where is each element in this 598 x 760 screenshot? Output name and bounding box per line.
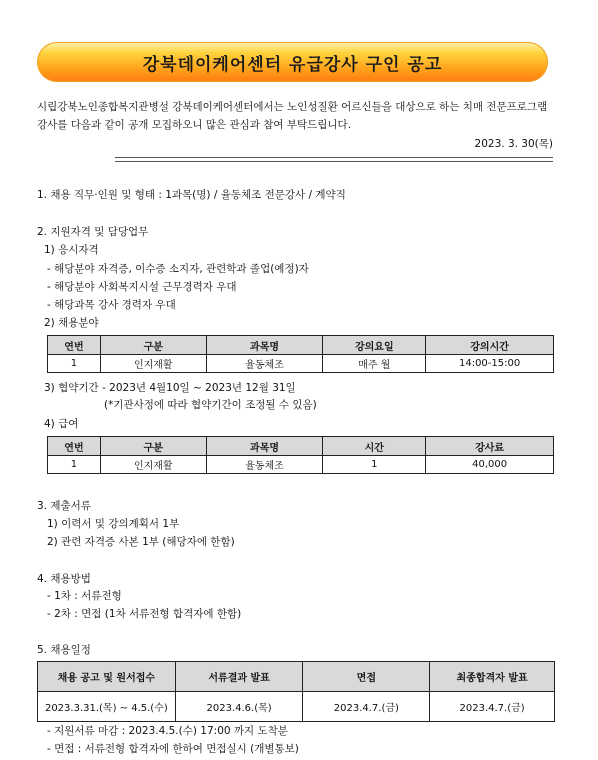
table-cell: 2023.4.7.(금) [303,692,430,722]
separator [115,157,553,162]
table-cell: 1 [323,456,426,474]
table-cell: 1 [48,355,101,373]
contract-period: 3) 협약기간 - 2023년 4월10일 ~ 2023년 12월 31일 [44,382,296,394]
page-title: 강북데이케어센터 유급강사 구인 공고 [142,54,443,75]
section-3-heading: 3. 제출서류 [37,500,91,512]
schedule-table [37,661,555,722]
table-cell: 율동체조 [206,355,323,373]
list-item: - 해당분야 사회복지시설 근무경력자 우대 [47,281,237,293]
salary-table [47,436,554,474]
section-2-sub1: 1) 응시자격 [44,244,99,256]
intro-line-1: 시립강북노인종합복지관병설 강북데이케어센터에서는 노인성질환 어르신들을 대상으로 하는 치매 전문프로그램 [37,101,548,113]
table-header: 과목명 [206,336,323,355]
table-cell: 인지재활 [100,355,206,373]
intro-line-2: 강사를 다음과 같이 공개 모집하오니 많은 관심과 참여 부탁드립니다. [37,119,352,131]
table-header: 서류결과 발표 [175,662,303,692]
table-cell: 2023.4.6.(목) [175,692,303,722]
section-2-sub4: 4) 급여 [44,418,79,430]
section-4-heading: 4. 채용방법 [37,573,91,585]
section-2-heading: 2. 지원자격 및 담당업무 [37,226,149,238]
list-item: - 해당과목 강사 경력자 우대 [47,299,176,311]
section-2-sub2: 2) 채용분야 [44,317,99,329]
table-header: 최종합격자 발표 [430,662,555,692]
table-cell: 2023.4.7.(금) [430,692,555,722]
list-item: - 1차 : 서류전형 [47,590,122,602]
table-header: 면접 [303,662,430,692]
notice-date: 2023. 3. 30(목) [474,138,553,150]
table-cell: 율동체조 [206,456,323,474]
table-header: 구분 [100,437,206,456]
contract-note: (*기관사정에 따라 협약기간이 조정될 수 있음) [104,399,317,411]
table-header: 강사료 [426,437,554,456]
list-item: - 2차 : 면접 (1차 서류전형 합격자에 한함) [47,608,242,620]
table-header: 연번 [48,437,101,456]
table-header: 채용 공고 및 원서접수 [38,662,176,692]
table-cell: 14:00-15:00 [426,355,554,373]
table-header: 시간 [323,437,426,456]
table-header: 강의요일 [323,336,426,355]
list-item: 2) 관련 자격증 사본 1부 (해당자에 한함) [47,536,235,548]
list-item: - 해당분야 자격증, 이수증 소지자, 관련학과 졸업(예정)자 [47,263,309,275]
table-cell: 2023.3.31.(목) ~ 4.5.(수) [38,692,176,722]
section-5-heading: 5. 채용일정 [37,644,91,656]
table-header: 구분 [100,336,206,355]
recruit-field-table [47,335,554,373]
table-cell: 40,000 [426,456,554,474]
table-header: 강의시간 [426,336,554,355]
table-cell: 매주 월 [323,355,426,373]
table-header: 과목명 [206,437,323,456]
table-cell: 1 [48,456,101,474]
list-item: 1) 이력서 및 강의계획서 1부 [47,518,180,530]
table-header: 연번 [48,336,101,355]
section-1: 1. 채용 직무·인원 및 형태 : 1과목(명) / 율동체조 전문강사 / 계약직 [37,189,346,201]
table-cell: 인지재활 [100,456,206,474]
schedule-note: - 지원서류 마감 : 2023.4.5.(수) 17:00 까지 도착분 [47,725,288,737]
title-banner [37,42,548,82]
schedule-note: - 면접 : 서류전형 합격자에 한하여 면접실시 (개별통보) [47,743,299,755]
